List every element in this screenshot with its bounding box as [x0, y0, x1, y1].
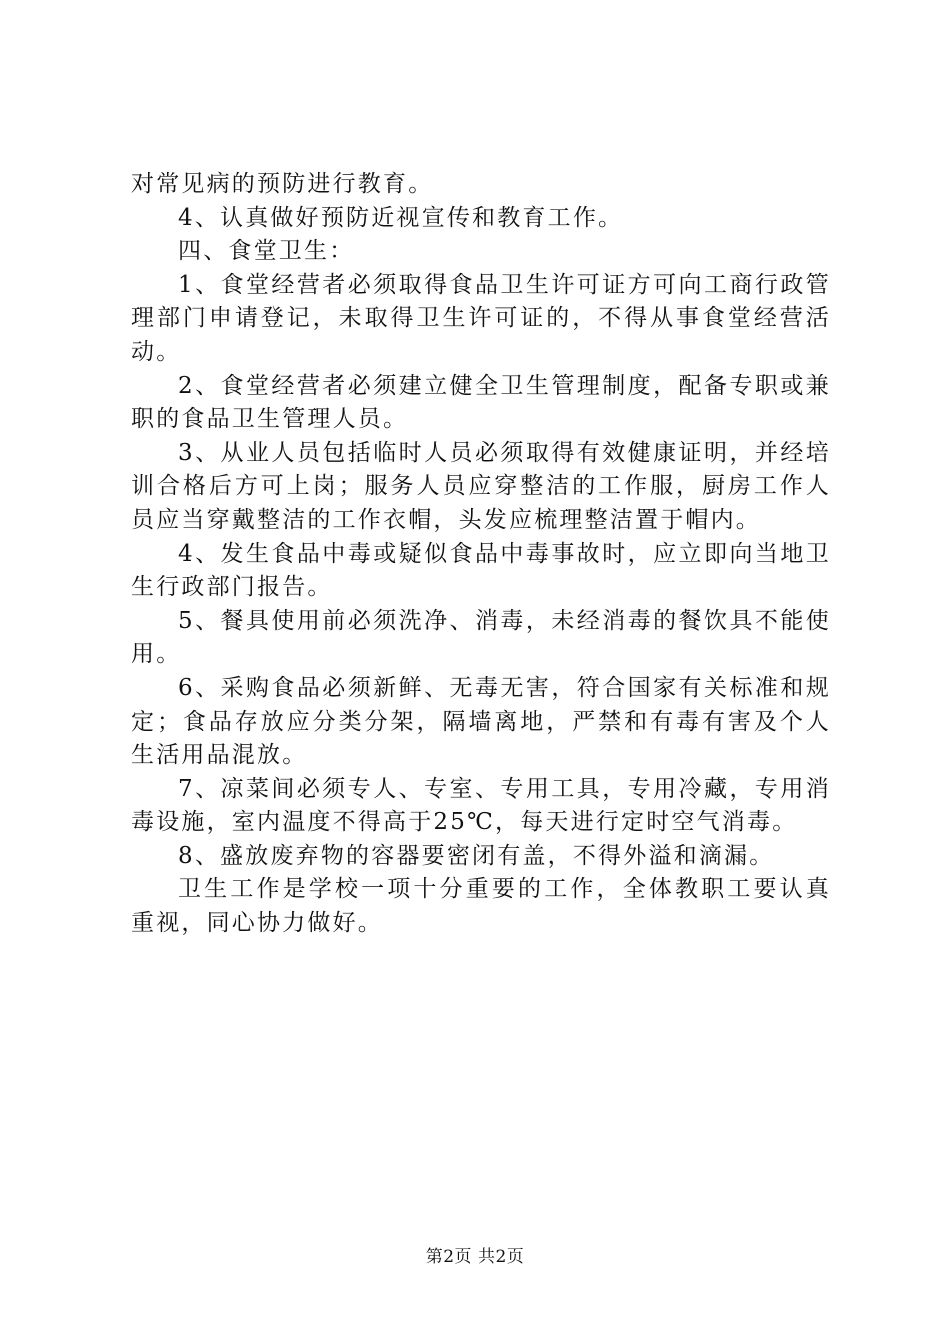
- paragraph-continuation: 对常见病的预防进行教育。: [131, 171, 434, 197]
- page-footer: 第2页 共2页: [425, 1247, 525, 1267]
- paragraph-item-4: 4、发生食品中毒或疑似食品中毒事故时，应立即向当地卫生行政部门报告。: [131, 540, 831, 601]
- paragraph-item-2: 2、食堂经营者必须建立健全卫生管理制度，配备专职或兼职的食品卫生管理人员。: [131, 372, 831, 433]
- paragraph-myopia-item: 4、认真做好预防近视宣传和教育工作。: [178, 204, 624, 231]
- paragraph-item-7: 7、凉菜间必须专人、专室、专用工具，专用冷藏，专用消毒设施，室内温度不得高于25℃，每天进行定时空气消毒。: [131, 775, 831, 836]
- paragraph-item-5: 5、餐具使用前必须洗净、消毒，未经消毒的餐饮具不能使用。: [131, 607, 831, 668]
- section-heading-canteen: 四、食堂卫生：: [178, 238, 355, 265]
- paragraph-item-6: 6、采购食品必须新鲜、无毒无害，符合国家有关标准和规定；食品存放应分类分架，隔墙离地，严禁和有毒有害及个人生活用品混放。: [131, 674, 831, 769]
- paragraph-conclusion: 卫生工作是学校一项十分重要的工作，全体教职工要认真重视，同心协力做好。: [131, 876, 831, 937]
- paragraph-item-1: 1、食堂经营者必须取得食品卫生许可证方可向工商行政管理部门申请登记，未取得卫生许可证的，不得从事食堂经营活动。: [131, 271, 831, 365]
- document-body: [131, 168, 831, 941]
- paragraph-item-8: 8、盛放废弃物的容器要密闭有盖，不得外溢和滴漏。: [178, 842, 775, 869]
- paragraph-item-3: 3、从业人员包括临时人员必须取得有效健康证明，并经培训合格后方可上岗；服务人员应穿整洁的工作服，厨房工作人员应当穿戴整洁的工作衣帽，头发应梳理整洁置于帽内。: [131, 439, 831, 533]
